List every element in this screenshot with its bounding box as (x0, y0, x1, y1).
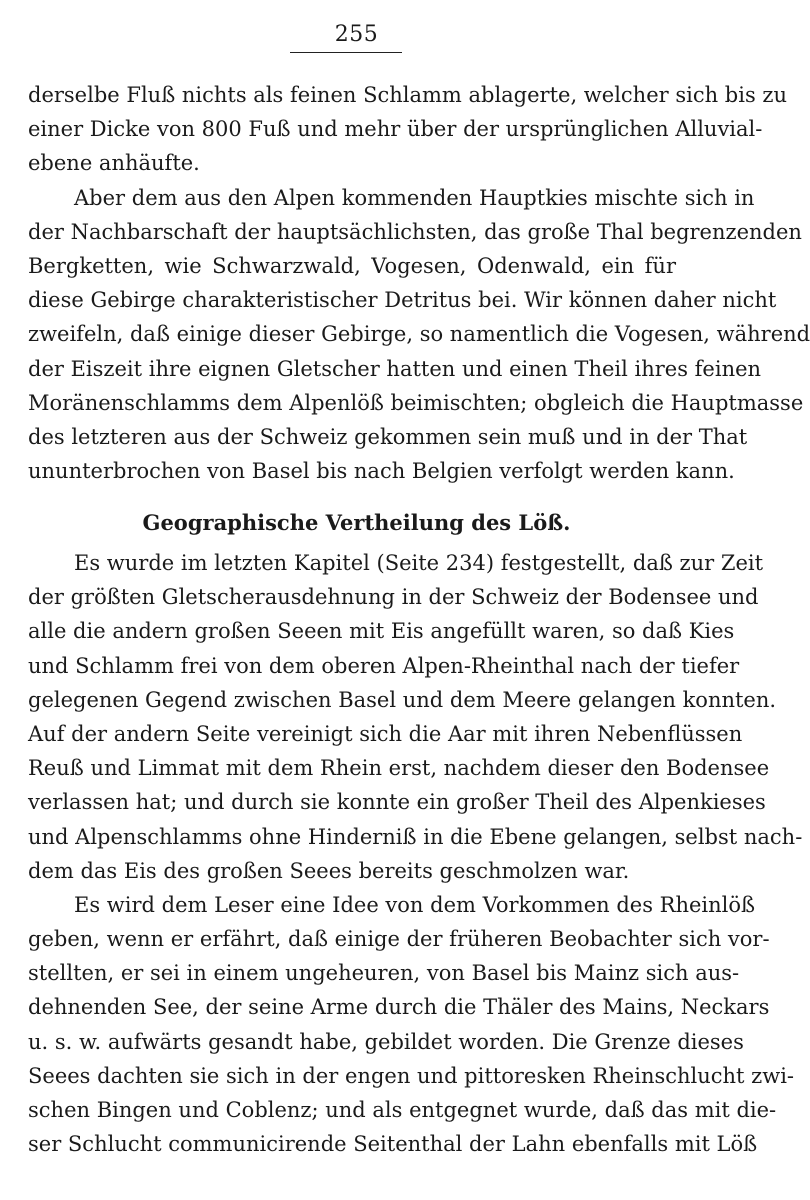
text-block-bottom (28, 546, 803, 1161)
text-block-top (28, 78, 810, 488)
text-line: der Nachbarschaft der hauptsächlichsten, das große Thal begrenzenden (28, 219, 802, 244)
text-line: einer Dicke von 800 Fuß und mehr über der ursprünglichen Alluvial- (28, 117, 763, 142)
text-line: schen Bingen und Coblenz; und als entgegnet wurde, daß das mit die- (28, 1098, 777, 1122)
text-line: und Schlamm frei von dem oberen Alpen-Rheinthal nach der tiefer (28, 653, 740, 678)
text-line: der größten Gletscherausdehnung in der Schweiz der Bodensee und (28, 585, 759, 610)
text-line: geben, wenn er erfährt, daß einige der früheren Beobachter sich vor- (28, 927, 770, 952)
text-line: alle die andern großen Seeen mit Eis angefüllt waren, so daß Kies (28, 619, 735, 644)
text-line: Moränenschlamms dem Alpenlöß beimischten; obgleich die Hauptmasse (28, 390, 804, 415)
text-line: Aber dem aus den Alpen kommenden Hauptkies mischte sich in (74, 185, 755, 210)
text-line: ser Schlucht communicirende Seitenthal der Lahn ebenfalls mit Löß (28, 1132, 758, 1157)
text-line: dehnenden See, der seine Arme durch die Thäler des Mains, Neckars (28, 995, 770, 1020)
text-line: ebene anhäufte. (28, 151, 200, 176)
text-line: des letzteren aus der Schweiz gekommen sein muß und in der That (28, 424, 748, 449)
text-line: Es wurde im letzten Kapitel (Seite 234) festgestellt, daß zur Zeit (74, 551, 764, 575)
text-line: diese Gebirge charakteristischer Detritus bei. Wir können daher nicht (28, 288, 777, 313)
text-line: dem das Eis des großen Seees bereits geschmolzen war. (28, 858, 630, 883)
text-line: der Eiszeit ihre eignen Gletscher hatten und einen Theil ihres feinen (28, 356, 762, 381)
text-line: Bergketten, wie Schwarzwald, Vogesen, Odenwald, ein für (28, 253, 676, 278)
text-line: Seees dachten sie sich in der engen und pittoresken Rheinschlucht zwi- (28, 1063, 795, 1088)
text-line: und Alpenschlamms ohne Hinderniß in die Ebene gelangen, selbst nach- (28, 824, 803, 849)
page-number: 255 (334, 22, 379, 47)
text-line: gelegenen Gegend zwischen Basel und dem Meere gelangen konnten. (28, 687, 777, 712)
text-line: ununterbrochen von Basel bis nach Belgien verfolgt werden kann. (28, 459, 735, 484)
text-line: zweifeln, daß einige dieser Gebirge, so namentlich die Vogesen, während (28, 322, 810, 347)
text-line: Reuß und Limmat mit dem Rhein erst, nachdem dieser den Bodensee (28, 756, 770, 781)
text-line: verlassen hat; und durch sie konnte ein großer Theil des Alpenkieses (28, 790, 766, 815)
text-line: Auf der andern Seite vereinigt sich die Aar mit ihren Nebenflüssen (28, 721, 743, 746)
text-line: u. s. w. aufwärts gesandt habe, gebildet worden. Die Grenze dieses (28, 1029, 744, 1054)
text-line: stellten, er sei in einem ungeheuren, von Basel bis Mainz sich aus- (28, 961, 740, 986)
section-heading: Geographische Vertheilung des Löß. (142, 510, 571, 535)
text-line: Es wird dem Leser eine Idee von dem Vorkommen des Rheinlöß (74, 892, 756, 917)
text-line: derselbe Fluß nichts als feinen Schlamm ablagerte, welcher sich bis zu (28, 83, 788, 107)
page-number-rule (290, 52, 402, 53)
